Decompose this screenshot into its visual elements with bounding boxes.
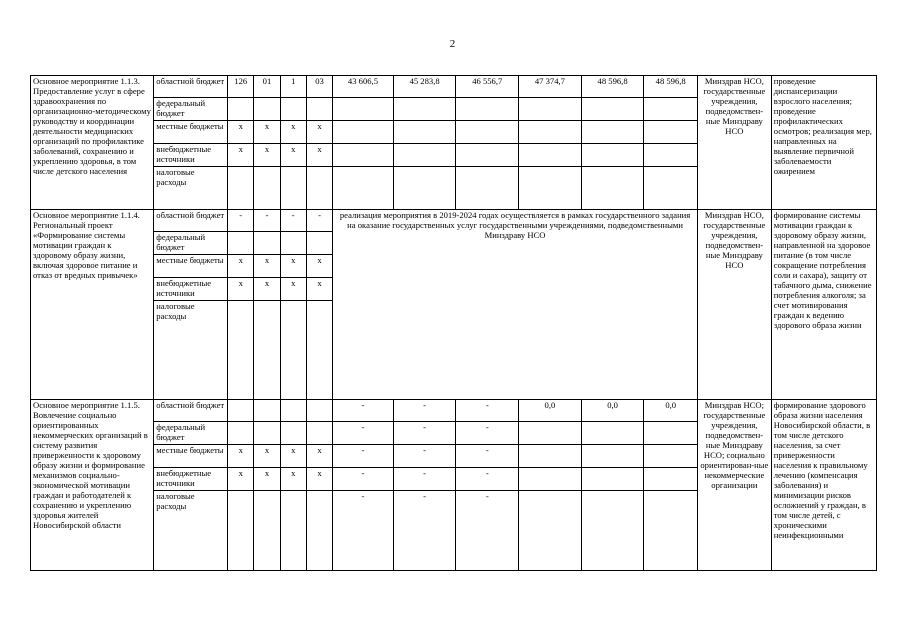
budget-code-cell: x bbox=[228, 468, 254, 491]
value-cell bbox=[519, 167, 582, 210]
budget-code-cell: 1 bbox=[280, 76, 306, 98]
budget-code-cell: x bbox=[280, 144, 306, 167]
funding-source: областной бюджет bbox=[154, 400, 228, 422]
value-cell bbox=[581, 445, 644, 468]
budget-code-cell bbox=[306, 400, 332, 422]
value-cell bbox=[581, 98, 644, 121]
budget-code-cell: x bbox=[254, 468, 280, 491]
funding-note: реализация мероприятия в 2019-2024 годах осуществляется в рамках государственного задания на оказание государственных услуг государственными учреждениями, подведомственными Минздраву НСО bbox=[333, 210, 698, 400]
value-cell bbox=[456, 98, 519, 121]
value-cell bbox=[456, 167, 519, 210]
budget-code-cell bbox=[228, 491, 254, 571]
budget-code-cell: x bbox=[254, 445, 280, 468]
value-cell bbox=[644, 445, 698, 468]
budget-code-cell bbox=[306, 167, 332, 210]
budget-code-cell bbox=[254, 167, 280, 210]
expected-result: формирование здорового образа жизни населения Новосибирской области, в том числе детского населения, за счет приверженности населения к правильному лечению (компенсация заболевания) и минимизации рисков осложнений у граждан, в том числе детей, с хроническими неинфекционными bbox=[771, 400, 876, 571]
activity-name: Основное мероприятие 1.1.3. Предоставление услуг в сфере здравоохранения по организационно-методическому руководству и координации деятельности медицинских организаций по профилактике заболеваний, сохранению и укреплению здоровья, в том числе детского населения bbox=[31, 76, 154, 210]
value-cell bbox=[581, 144, 644, 167]
funding-source: внебюджетные источники bbox=[154, 278, 228, 301]
budget-code-cell bbox=[254, 491, 280, 571]
budget-code-cell bbox=[228, 301, 254, 400]
funding-source: федеральный бюджет bbox=[154, 422, 228, 445]
value-cell bbox=[393, 121, 456, 144]
value-cell bbox=[519, 422, 582, 445]
value-cell bbox=[644, 422, 698, 445]
expected-result: формирование системы мотивации граждан к здоровому образу жизни, направленной на здоровое питание (в том числе сокращение потребления соли и сахара), защиту от табачного дыма, снижение потребления алкоголя; за счет мотивирования граждан к ведению здорового образа жизни bbox=[771, 210, 876, 400]
budget-code-cell bbox=[306, 232, 332, 255]
value-cell bbox=[644, 98, 698, 121]
funding-source: федеральный бюджет bbox=[154, 98, 228, 121]
value-cell bbox=[581, 121, 644, 144]
value-cell bbox=[644, 167, 698, 210]
value-cell: - bbox=[333, 422, 394, 445]
value-cell: 0,0 bbox=[644, 400, 698, 422]
value-cell bbox=[644, 468, 698, 491]
page-number: 2 bbox=[449, 38, 456, 50]
funding-source: местные бюджеты bbox=[154, 445, 228, 468]
value-cell: - bbox=[456, 468, 519, 491]
table-row bbox=[31, 400, 877, 422]
budget-code-cell: x bbox=[306, 144, 332, 167]
funding-source: налоговые расходы bbox=[154, 491, 228, 571]
budget-code-cell bbox=[306, 422, 332, 445]
value-cell bbox=[581, 468, 644, 491]
budget-code-cell bbox=[228, 232, 254, 255]
value-cell: 0,0 bbox=[581, 400, 644, 422]
budget-code-cell bbox=[306, 98, 332, 121]
budget-code-cell: 03 bbox=[306, 76, 332, 98]
value-cell bbox=[456, 121, 519, 144]
budget-code-cell: - bbox=[280, 210, 306, 232]
budget-code-cell: x bbox=[306, 445, 332, 468]
executor: Минздрав НСО; государственные учреждения, подведомствен-ные Минздраву НСО; социально ориентирован-ные некоммерческие организации bbox=[697, 400, 771, 571]
budget-code-cell bbox=[306, 491, 332, 571]
value-cell: - bbox=[393, 422, 456, 445]
funding-source: федеральный бюджет bbox=[154, 232, 228, 255]
budget-code-cell: x bbox=[228, 144, 254, 167]
budget-code-cell bbox=[280, 301, 306, 400]
table-row bbox=[31, 210, 877, 232]
budget-code-cell bbox=[280, 98, 306, 121]
budget-code-cell bbox=[280, 400, 306, 422]
value-cell: - bbox=[393, 468, 456, 491]
value-cell: 45 283,8 bbox=[393, 76, 456, 98]
funding-source: налоговые расходы bbox=[154, 301, 228, 400]
budget-code-cell: x bbox=[306, 278, 332, 301]
expected-result: проведение диспансеризации взрослого населения; проведение профилактических осмотров; реализация мер, направленных на выявление первичной заболеваемости ожирением bbox=[771, 76, 876, 210]
value-cell bbox=[644, 121, 698, 144]
value-cell bbox=[393, 144, 456, 167]
budget-code-cell: x bbox=[228, 121, 254, 144]
value-cell bbox=[519, 121, 582, 144]
value-cell bbox=[393, 167, 456, 210]
value-cell: - bbox=[456, 422, 519, 445]
budget-code-cell: x bbox=[228, 255, 254, 278]
budget-code-cell: x bbox=[306, 121, 332, 144]
funding-source: областной бюджет bbox=[154, 76, 228, 98]
budget-code-cell bbox=[254, 98, 280, 121]
budget-code-cell bbox=[280, 422, 306, 445]
budget-code-cell: - bbox=[228, 210, 254, 232]
value-cell: 48 596,8 bbox=[644, 76, 698, 98]
value-cell bbox=[519, 144, 582, 167]
activity-name: Основное мероприятие 1.1.4. Региональный проект «Формирование системы мотивации граждан к здоровому образу жизни, включая здоровое питание и отказ от вредных привычек» bbox=[31, 210, 154, 400]
funding-source: областной бюджет bbox=[154, 210, 228, 232]
budget-code-cell bbox=[228, 167, 254, 210]
budget-code-cell: x bbox=[306, 468, 332, 491]
value-cell: - bbox=[456, 400, 519, 422]
value-cell bbox=[393, 98, 456, 121]
value-cell bbox=[333, 167, 394, 210]
value-cell bbox=[519, 491, 582, 571]
funding-source: внебюджетные источники bbox=[154, 468, 228, 491]
budget-code-cell: x bbox=[254, 144, 280, 167]
value-cell: - bbox=[393, 445, 456, 468]
budget-code-cell bbox=[280, 232, 306, 255]
value-cell: - bbox=[456, 491, 519, 571]
value-cell: - bbox=[393, 400, 456, 422]
funding-source: местные бюджеты bbox=[154, 121, 228, 144]
value-cell bbox=[519, 98, 582, 121]
value-cell: 43 606,5 bbox=[333, 76, 394, 98]
budget-code-cell: x bbox=[280, 278, 306, 301]
value-cell bbox=[519, 445, 582, 468]
executor: Минздрав НСО, государственные учреждения, подведомствен-ные Минздраву НСО bbox=[697, 210, 771, 400]
value-cell: - bbox=[333, 491, 394, 571]
budget-code-cell: x bbox=[280, 255, 306, 278]
budget-code-cell: x bbox=[280, 468, 306, 491]
value-cell: - bbox=[333, 468, 394, 491]
budget-code-cell: 126 bbox=[228, 76, 254, 98]
budget-code-cell: x bbox=[280, 445, 306, 468]
value-cell: - bbox=[456, 445, 519, 468]
budget-code-cell bbox=[254, 301, 280, 400]
program-table bbox=[30, 75, 877, 571]
value-cell: - bbox=[333, 400, 394, 422]
value-cell bbox=[644, 144, 698, 167]
budget-code-cell bbox=[254, 400, 280, 422]
value-cell: 0,0 bbox=[519, 400, 582, 422]
budget-code-cell: - bbox=[306, 210, 332, 232]
activity-name: Основное мероприятие 1.1.5. Вовлечение социально ориентированных некоммерческих организаций в систему развития приверженности к здоровому образу жизни и формирование механизмов социально-экономической мотивации граждан и работодателей к сохранению и укреплению здоровья жителей Новосибирской области bbox=[31, 400, 154, 571]
executor: Минздрав НСО, государственные учреждения, подведомствен-ные Минздраву НСО bbox=[697, 76, 771, 210]
value-cell bbox=[581, 491, 644, 571]
budget-code-cell bbox=[254, 232, 280, 255]
budget-code-cell bbox=[280, 491, 306, 571]
funding-source: местные бюджеты bbox=[154, 255, 228, 278]
budget-code-cell bbox=[306, 301, 332, 400]
value-cell: - bbox=[333, 445, 394, 468]
budget-code-cell bbox=[254, 422, 280, 445]
budget-code-cell bbox=[280, 167, 306, 210]
value-cell: 47 374,7 bbox=[519, 76, 582, 98]
value-cell bbox=[333, 121, 394, 144]
budget-code-cell: x bbox=[254, 255, 280, 278]
value-cell bbox=[333, 144, 394, 167]
budget-code-cell bbox=[228, 422, 254, 445]
budget-code-cell: x bbox=[254, 121, 280, 144]
value-cell bbox=[519, 468, 582, 491]
budget-code-cell: x bbox=[228, 445, 254, 468]
budget-code-cell: x bbox=[306, 255, 332, 278]
table-row bbox=[31, 76, 877, 98]
budget-code-cell: 01 bbox=[254, 76, 280, 98]
value-cell bbox=[333, 98, 394, 121]
budget-code-cell: x bbox=[254, 278, 280, 301]
budget-code-cell: - bbox=[254, 210, 280, 232]
value-cell: 48 596,8 bbox=[581, 76, 644, 98]
value-cell bbox=[456, 144, 519, 167]
budget-code-cell: x bbox=[280, 121, 306, 144]
value-cell: 46 556,7 bbox=[456, 76, 519, 98]
value-cell bbox=[581, 422, 644, 445]
value-cell: - bbox=[393, 491, 456, 571]
budget-code-cell: x bbox=[228, 278, 254, 301]
budget-code-cell bbox=[228, 98, 254, 121]
value-cell bbox=[581, 167, 644, 210]
value-cell bbox=[644, 491, 698, 571]
budget-code-cell bbox=[228, 400, 254, 422]
funding-source: внебюджетные источники bbox=[154, 144, 228, 167]
funding-source: налоговые расходы bbox=[154, 167, 228, 210]
